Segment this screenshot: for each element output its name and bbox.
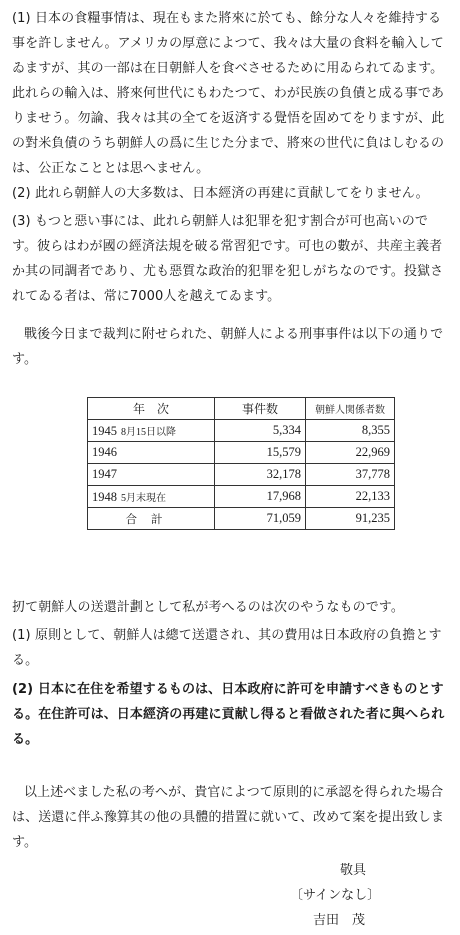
total-label: 合計 (88, 508, 215, 530)
row-year-cell (88, 486, 215, 508)
table-total-row (88, 508, 395, 530)
paragraph-point-3: (3) もつと惡い事には、此れら朝鮮人は犯罪を犯す割合が可也高いのです。彼らはわが國の經済法規を破る常習犯です。可也の數が、共産主義者か其の同調者であり、尤も惡質な政治的犯罪を犯しがちなのです。投獄されてゐる者は、常に7000人を越えてゐます。 (12, 214, 444, 304)
row-year-note: 8月15日以降 (121, 426, 176, 438)
paragraph-plan-intro: 扨て朝鮮人の送還計劃として私が考へるのは次のやうなものです。 (12, 600, 404, 615)
closing-salutation: 敬具 (340, 863, 367, 878)
paragraph-point-2: (2) 此れら朝鮮人の大多数は、日本經済の再建に貢献してをりません。 (12, 186, 429, 201)
row-year-cell (88, 442, 215, 464)
paragraph-table-intro: 戰後今日まで裁判に附せられた、朝鮮人による刑事事件は以下の通りです。 (12, 327, 444, 367)
table-row (88, 420, 395, 442)
paragraph-plan-1: (1) 原則として、朝鮮人は總て送還され、其の費用は日本政府の負擔とする。 (12, 628, 442, 668)
table-row (88, 464, 395, 486)
row-persons: 22,969 (306, 442, 395, 464)
header-persons: 朝鮮人関係者数 (306, 398, 395, 420)
row-persons: 22,133 (306, 486, 395, 508)
table-row (88, 442, 395, 464)
signer-name: 吉田 茂 (313, 913, 366, 928)
header-cases: 事件数 (215, 398, 306, 420)
paragraph-plan-2: (2) 日本に在住を希望するものは、日本政府に許可を申請すべきものとする。在住許可は、日本經済の再建に貢献し得ると看做された者に與へられる。 (12, 682, 445, 747)
row-cases: 32,178 (215, 464, 306, 486)
paragraph-point-1: (1) 日本の食糧事情は、現在もまた將來に於ても、餘分な人々を維持する事を許しません。アメリカの厚意によつて、我々は大量の食料を輸入してゐますが、其の一部は在日朝鮮人を食べさせるために用ゐられてゐます。此れらの輸入は、將來何世代にもわたつて、わが民族の負債と成る事でありませう。勿論、我々は其の全てを返済する覺悟を固めてをりますが、此の對米負債のうち朝鮮人の爲に生じた分まで、將來の世代に負はしむるのは、公正なこととは思へません。 (12, 11, 445, 176)
row-persons: 37,778 (306, 464, 395, 486)
row-year-note: 5月末現在 (121, 492, 166, 504)
total-cases: 71,059 (215, 508, 306, 530)
row-year-cell (88, 420, 215, 442)
row-year: 1945 (92, 423, 117, 438)
paragraph-conclusion: 以上述べました私の考へが、貴官によつて原則的に承認を得られた場合は、送還に伴ふ豫算其の他の具體的措置に就いて、改めて案を提出致します。 (12, 785, 445, 850)
row-persons: 8,355 (306, 420, 395, 442)
row-year: 1947 (92, 467, 117, 481)
signature-note: 〔サインなし〕 (290, 888, 381, 903)
table-header-row (88, 398, 395, 420)
row-cases: 15,579 (215, 442, 306, 464)
row-cases: 17,968 (215, 486, 306, 508)
row-year: 1946 (92, 445, 117, 459)
row-cases: 5,334 (215, 420, 306, 442)
row-year: 1948 (92, 489, 117, 504)
table-row (88, 486, 395, 508)
criminal-cases-table (87, 397, 395, 530)
row-year-cell (88, 464, 215, 486)
total-persons: 91,235 (306, 508, 395, 530)
header-year: 年 次 (88, 398, 215, 420)
